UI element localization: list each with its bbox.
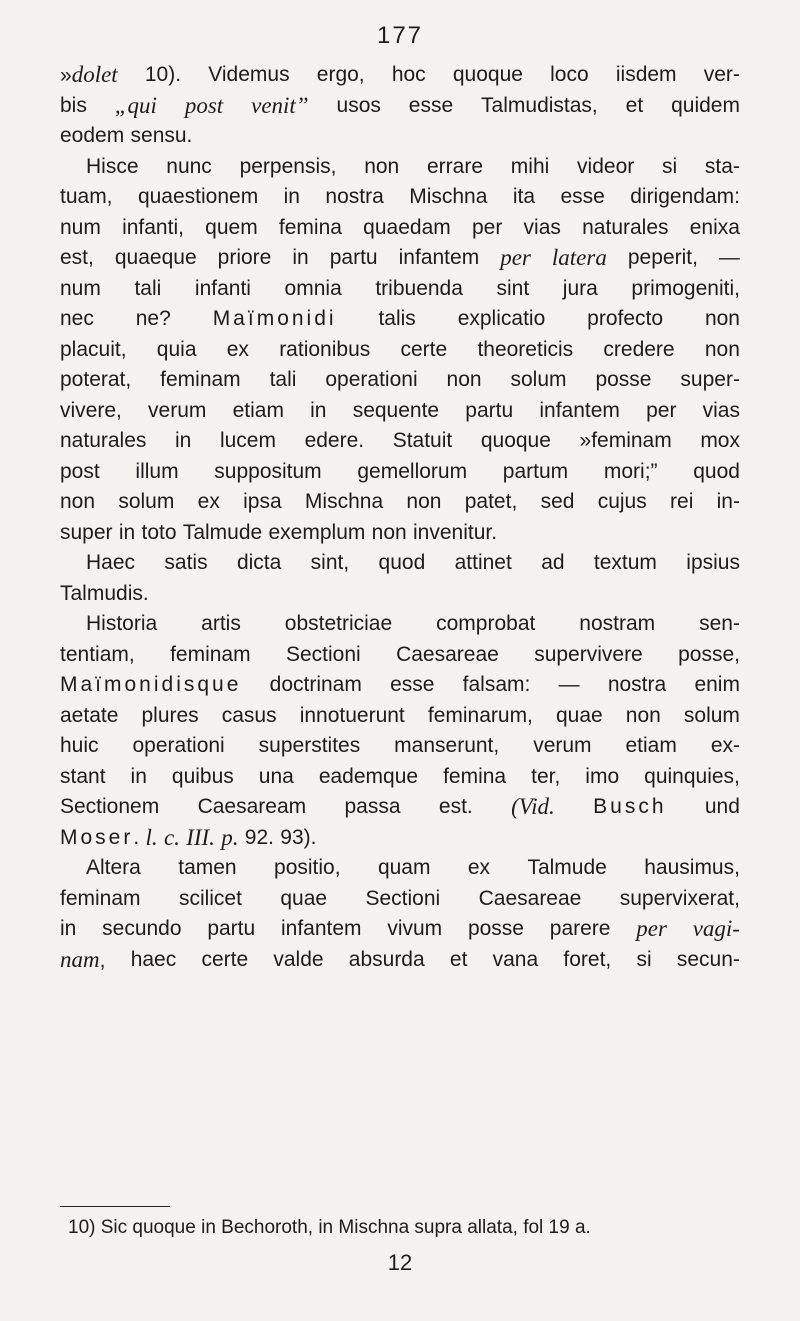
word: verum xyxy=(533,734,592,757)
word: tentiam, xyxy=(60,642,135,666)
text-line xyxy=(60,884,740,915)
word: loco xyxy=(550,63,589,86)
word: dicta xyxy=(236,551,282,574)
word: mori;” xyxy=(603,459,658,483)
text-line xyxy=(60,152,740,183)
text-line xyxy=(60,518,740,549)
word: sta- xyxy=(704,154,740,178)
word: non xyxy=(446,368,482,391)
word: quia xyxy=(156,337,197,361)
word: Caesaream xyxy=(197,795,307,818)
word: supervixerat, xyxy=(619,886,740,910)
word: solum xyxy=(118,490,175,513)
word: superstites xyxy=(258,734,361,757)
word: enim xyxy=(694,673,740,696)
word: passa xyxy=(344,795,401,818)
text-line xyxy=(60,548,740,579)
word: satis xyxy=(164,551,208,574)
word: est. xyxy=(438,795,473,818)
word: tali xyxy=(269,368,297,391)
word: Sectioni xyxy=(365,886,441,910)
word: casus xyxy=(221,703,277,727)
word: „qui xyxy=(114,92,157,118)
word: aetate xyxy=(60,703,119,727)
word: est, xyxy=(60,246,94,269)
word: in xyxy=(283,185,300,208)
word: etiam xyxy=(232,398,284,422)
word: nunc xyxy=(166,154,212,178)
text-line xyxy=(60,609,740,640)
word: supervivere xyxy=(534,642,643,666)
word: partu xyxy=(465,398,514,422)
word: non xyxy=(371,520,407,544)
word: sed xyxy=(540,490,575,513)
text-line xyxy=(60,396,740,427)
word: haec xyxy=(130,947,177,971)
word: 92. xyxy=(244,825,274,849)
word: sequente xyxy=(352,398,440,422)
word: quod xyxy=(378,551,426,574)
word: ter, xyxy=(531,764,561,788)
word: quaedam xyxy=(363,215,451,239)
word: partu xyxy=(329,246,378,269)
word: vana xyxy=(492,947,539,971)
word: quem xyxy=(205,215,258,239)
word: plures xyxy=(141,703,199,727)
word: quaestionem xyxy=(137,185,259,208)
word: secun- xyxy=(676,947,740,971)
word: c. xyxy=(163,824,180,850)
word: solum xyxy=(510,368,567,391)
word: et xyxy=(449,947,468,971)
word: (Vid. xyxy=(511,794,555,819)
word: l. xyxy=(145,824,158,850)
word: esse xyxy=(560,185,605,208)
word: tamen xyxy=(178,856,237,879)
word: non xyxy=(625,703,661,727)
word: edere. xyxy=(304,429,365,452)
word: quoque xyxy=(480,429,551,452)
word: operationi xyxy=(132,734,225,757)
text-line xyxy=(60,243,740,274)
word: credere xyxy=(603,337,675,361)
text-line xyxy=(60,579,740,610)
word: tuam, xyxy=(60,185,113,208)
word: Videmus xyxy=(208,63,290,86)
word: absurda xyxy=(348,947,425,971)
word: exemplum xyxy=(268,520,366,544)
word: toto xyxy=(141,520,177,544)
text-line xyxy=(60,853,740,884)
word: ad xyxy=(541,551,565,574)
word: »dolet xyxy=(60,62,118,87)
word: talis xyxy=(378,307,416,330)
text-line xyxy=(60,335,740,366)
word: bis xyxy=(60,93,87,117)
word: sen- xyxy=(699,612,740,635)
word: ipsius xyxy=(686,551,740,574)
word: Mischna xyxy=(304,490,384,513)
word: in xyxy=(60,917,77,940)
word: quam xyxy=(377,856,431,879)
word: III. xyxy=(186,824,215,850)
word: operationi xyxy=(325,368,418,391)
word: stant xyxy=(60,764,106,788)
word: explicatio xyxy=(457,307,546,330)
word: doctrinam xyxy=(269,673,362,696)
word: parere xyxy=(549,917,611,940)
word: — xyxy=(558,673,580,696)
word: ver- xyxy=(703,63,740,86)
word: hausimus, xyxy=(644,856,740,879)
word: valde xyxy=(273,947,324,971)
word: eodem xyxy=(60,124,125,147)
word: per xyxy=(636,916,667,941)
word: secundo xyxy=(102,917,182,940)
word: rationibus xyxy=(279,337,371,361)
word: infanti xyxy=(194,276,251,300)
word: si xyxy=(662,154,678,178)
word: per xyxy=(471,215,503,239)
text-line xyxy=(60,701,740,732)
word: omnia xyxy=(284,276,342,300)
word: Sectionem xyxy=(60,795,160,818)
word: Hisce xyxy=(86,154,139,178)
word: sint xyxy=(496,276,530,300)
word: poterat, xyxy=(60,368,132,391)
word: in xyxy=(118,520,136,544)
word: posse xyxy=(595,368,652,391)
word: naturales xyxy=(582,215,669,239)
word: Talmude xyxy=(182,520,263,544)
text-line xyxy=(60,487,740,518)
word: per xyxy=(646,398,677,422)
text-line xyxy=(60,792,740,823)
word: per xyxy=(500,245,531,270)
word: falsam: xyxy=(462,673,531,696)
word: huic xyxy=(60,734,99,757)
word: innotuerunt xyxy=(299,703,405,727)
word: nostra xyxy=(607,673,667,696)
word: infantem xyxy=(280,917,362,940)
word: si xyxy=(636,947,652,971)
text-line xyxy=(60,731,740,762)
word: Caesareae xyxy=(396,642,499,666)
text-line xyxy=(60,945,740,976)
word: Talmudistas, xyxy=(481,93,598,117)
word: solum xyxy=(683,703,740,727)
word: videor xyxy=(577,154,635,178)
word: usos xyxy=(336,93,381,117)
word: super xyxy=(60,520,113,544)
word: et xyxy=(625,93,644,117)
text-line xyxy=(60,640,740,671)
word: feminarum, xyxy=(427,703,533,727)
word: Caesareae xyxy=(478,886,582,910)
word: una xyxy=(258,764,294,788)
word: in xyxy=(130,764,147,788)
text-line xyxy=(60,914,740,945)
word: Altera xyxy=(86,856,141,879)
word: 93). xyxy=(280,825,317,849)
word: placuit, xyxy=(60,337,127,361)
word: p. xyxy=(221,824,239,850)
word: attinet xyxy=(454,551,512,574)
text-line xyxy=(60,274,740,305)
word: certe xyxy=(400,337,448,361)
word: sensu. xyxy=(130,124,193,147)
word: nec xyxy=(60,307,94,330)
word: quaeque xyxy=(114,246,197,269)
word: iisdem xyxy=(615,63,677,86)
word: partu xyxy=(207,917,256,940)
text-line xyxy=(60,426,740,457)
word: non xyxy=(60,490,96,513)
text-line xyxy=(60,121,740,152)
word: infanti, xyxy=(122,215,184,239)
word: eademque xyxy=(318,764,419,788)
word: nostra xyxy=(325,185,384,208)
text-line xyxy=(60,670,740,701)
word: quae xyxy=(555,703,603,727)
word: num xyxy=(60,215,101,239)
word: sint, xyxy=(310,551,350,574)
word: quidem xyxy=(671,93,740,117)
word: vias xyxy=(523,215,561,239)
word: imo xyxy=(585,764,620,788)
word: invenitur. xyxy=(413,520,498,544)
word: foret, xyxy=(563,947,612,971)
word: errare xyxy=(427,154,484,178)
word: quinquies, xyxy=(644,764,740,788)
word: super- xyxy=(680,368,740,391)
word: in xyxy=(174,429,192,452)
word: patet, xyxy=(464,490,518,513)
word: Maïmonidisque xyxy=(60,673,242,696)
word: posse xyxy=(467,917,524,940)
word: ergo, xyxy=(316,63,365,86)
word: profecto xyxy=(587,307,664,330)
word: Mischna xyxy=(409,185,488,208)
word: positio, xyxy=(274,856,341,879)
word: Sectioni xyxy=(285,642,361,666)
word: ex xyxy=(226,337,249,361)
word: quod xyxy=(693,459,740,483)
word: femina xyxy=(443,764,507,788)
word: latera xyxy=(551,245,607,270)
word: ipsa xyxy=(243,490,282,513)
word: num xyxy=(60,276,101,300)
word: post xyxy=(60,459,100,483)
word: »feminam xyxy=(579,429,672,452)
word: hoc xyxy=(391,63,426,86)
word: femina xyxy=(278,215,342,239)
word: suppositum xyxy=(214,459,322,483)
text-line xyxy=(60,304,740,335)
word: posse, xyxy=(678,642,740,666)
word: infantem xyxy=(539,398,620,422)
word: vivum xyxy=(387,917,443,940)
word: post xyxy=(184,92,224,118)
word: quibus xyxy=(171,764,234,788)
word: comprobat xyxy=(436,612,536,635)
text-line xyxy=(60,182,740,213)
footnote-divider xyxy=(60,1206,170,1207)
word: Talmudis. xyxy=(60,581,149,605)
word: illum xyxy=(135,459,179,483)
word: in xyxy=(292,246,309,269)
word: feminam xyxy=(170,642,251,666)
word: ne? xyxy=(135,307,171,330)
word: mihi xyxy=(510,154,550,178)
word: non xyxy=(704,307,740,330)
word: in- xyxy=(716,490,740,513)
word: in xyxy=(310,398,327,422)
word: nostram xyxy=(579,612,656,635)
word: Maïmonidi xyxy=(212,307,337,330)
text-line xyxy=(60,457,740,488)
signature-mark: 12 xyxy=(387,1250,413,1275)
word: jura xyxy=(562,276,598,300)
word: obstetriciae xyxy=(284,612,393,635)
word: non xyxy=(364,154,400,178)
page-number: 177 xyxy=(376,22,424,49)
word: artis xyxy=(201,612,241,635)
word: gemellorum xyxy=(357,459,468,483)
word: manserunt, xyxy=(394,734,500,757)
word: vagi- xyxy=(692,916,740,941)
word: quoque xyxy=(452,63,523,86)
word: lucem xyxy=(219,429,276,452)
word: nam, xyxy=(60,946,106,972)
text-line xyxy=(60,365,740,396)
word: Statuit xyxy=(392,429,453,452)
word: non xyxy=(704,337,740,361)
word: — xyxy=(718,246,740,269)
word: cujus xyxy=(597,490,647,513)
word: und xyxy=(704,795,740,818)
word: vivere, xyxy=(60,398,122,422)
word: perpensis, xyxy=(239,154,337,178)
word: esse xyxy=(408,93,454,117)
word: etiam xyxy=(625,734,677,757)
word: naturales xyxy=(60,429,147,452)
text-line xyxy=(60,823,740,854)
word: feminam xyxy=(160,368,241,391)
word: 10). xyxy=(144,63,182,86)
body-text xyxy=(60,60,740,975)
text-line xyxy=(60,213,740,244)
word: ex- xyxy=(710,734,740,757)
word: mox xyxy=(700,429,740,452)
word: Busch xyxy=(593,795,667,818)
word: Moser. xyxy=(60,825,140,849)
word: ex xyxy=(197,490,220,513)
word: feminam xyxy=(60,886,141,910)
word: ita xyxy=(512,185,536,208)
word: textum xyxy=(593,551,657,574)
word: Talmude xyxy=(527,856,607,879)
word: esse xyxy=(390,673,435,696)
word: certe xyxy=(201,947,249,971)
word: theoreticis xyxy=(477,337,574,361)
word: primogeniti, xyxy=(631,276,740,300)
word: tali xyxy=(134,276,162,300)
word: non xyxy=(406,490,442,513)
word: ex xyxy=(467,856,491,879)
word: rei xyxy=(670,490,694,513)
word: verum xyxy=(148,398,207,422)
word: enixa xyxy=(689,215,740,239)
word: vias xyxy=(702,398,740,422)
text-line xyxy=(60,60,740,91)
word: Historia xyxy=(86,612,158,635)
word: peperit, xyxy=(627,246,698,269)
footnote: 10) Sic quoque in Bechoroth, in Mischna supra allata, fol 19 a. xyxy=(68,1217,591,1238)
text-line xyxy=(60,762,740,793)
word: infantem xyxy=(398,246,480,269)
text-line xyxy=(60,91,740,122)
word: partum xyxy=(502,459,569,483)
word: priore xyxy=(217,246,272,269)
word: Haec xyxy=(86,551,136,574)
word: dirigendam: xyxy=(630,185,740,208)
word: scilicet xyxy=(178,886,242,910)
word: quae xyxy=(280,886,328,910)
word: venit” xyxy=(251,92,309,118)
word: tribuenda xyxy=(375,276,463,300)
